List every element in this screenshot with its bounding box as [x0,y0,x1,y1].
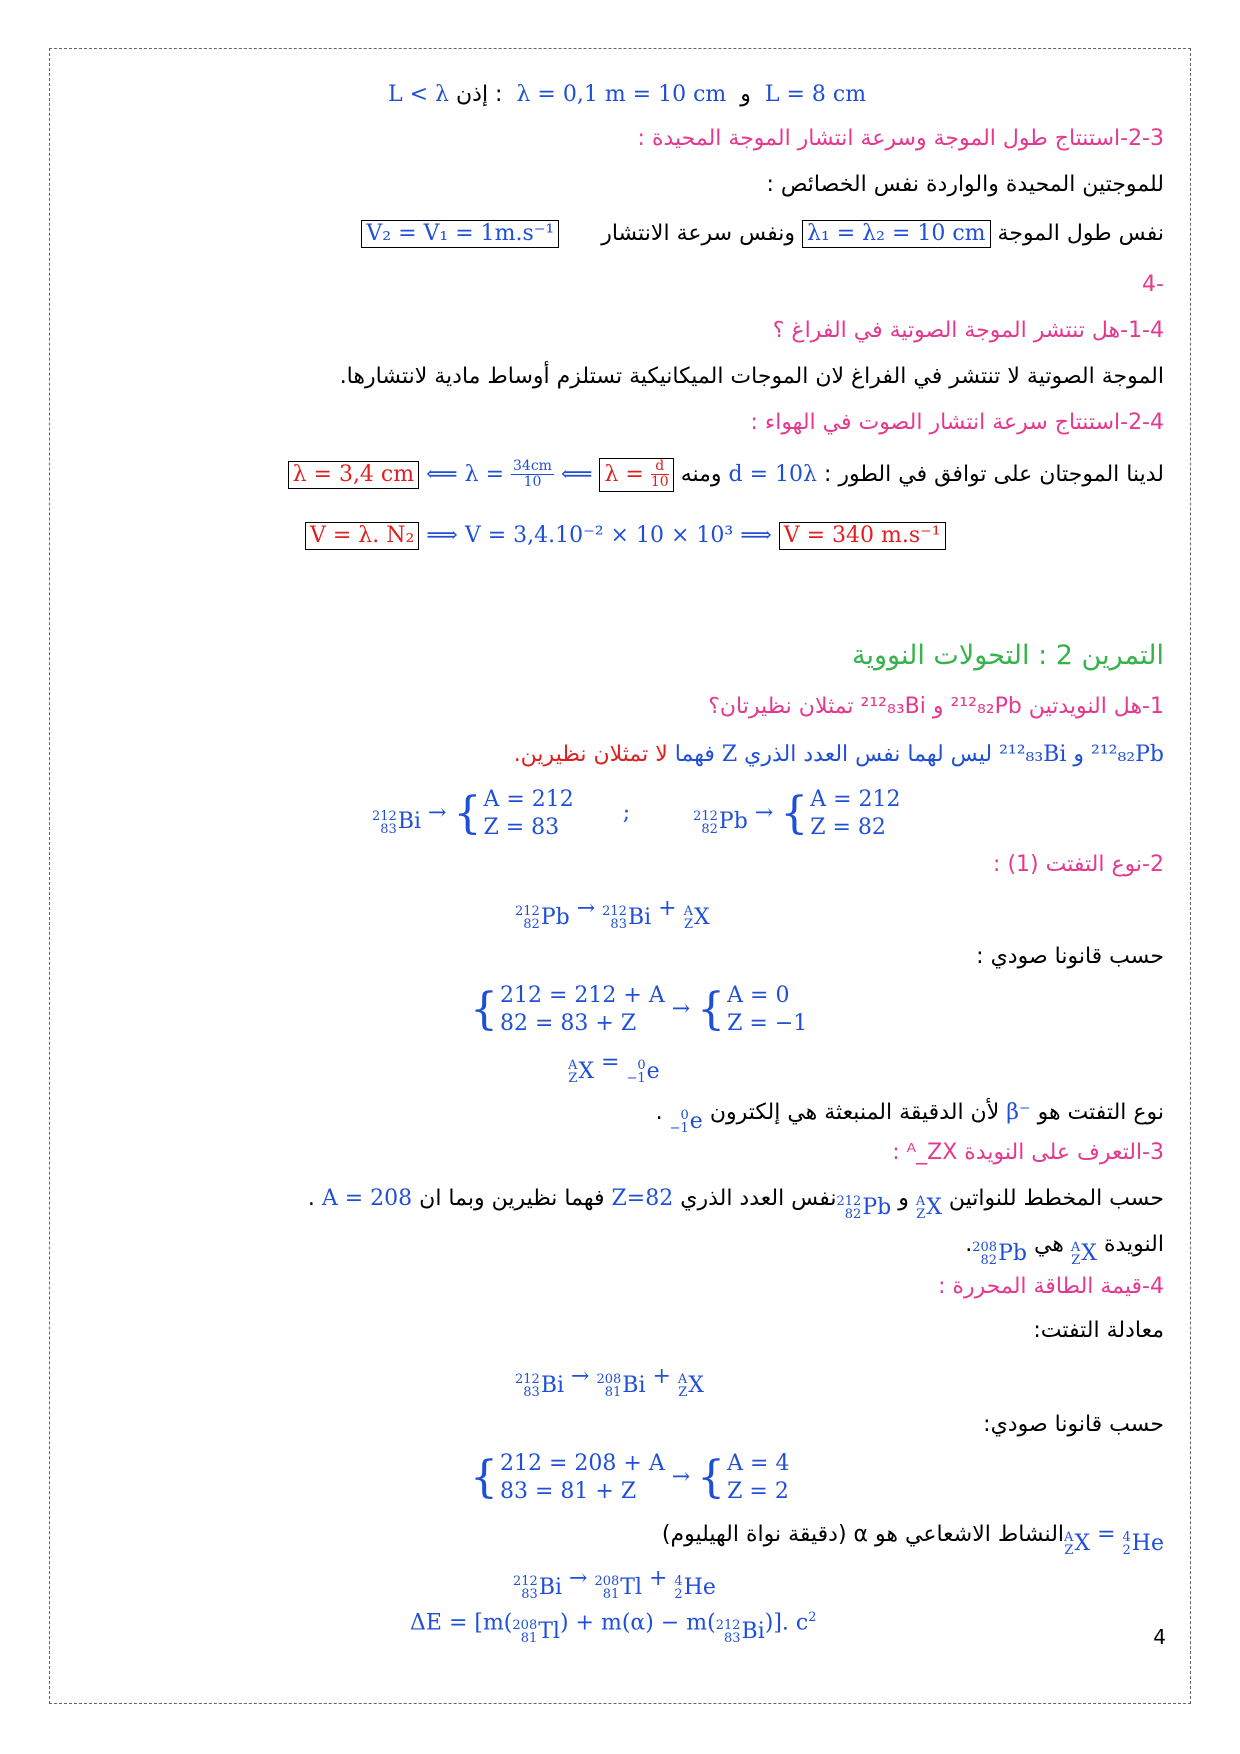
heading-4-2: 2-4-استنتاج سرعة انتشار الصوت في الهواء : [750,410,1164,435]
answer-3: حسب المخطط للنواتين A Z X و 212 82 Pbنفس العدد الذري Z=82 فهما نظيرين وبما ان A = 208 . [307,1186,1164,1222]
decay-equation-1: 212 82 Pb → 212 83 Bi + A Z X [515,896,710,932]
soddy-law-2: حسب قانونا صودي: [983,1412,1164,1437]
alpha-activity: A Z X = 4 2 Heالنشاط الاشعاعي هو α (دقيقة نواة الهيليوم) [661,1522,1164,1558]
exercise-2-title: التمرين 2 : التحولات النووية [852,640,1164,671]
question-3: 3-التعرف على النويدة ᴬ_ZX : [892,1140,1164,1165]
decay-equation-2: 212 83 Bi → 208 81 Bi + A Z X [515,1364,704,1400]
page-number: 4 [1153,1625,1166,1649]
system-2: { 212 = 212 + A 82 = 83 + Z → { A = 0 Z = −1 [470,983,808,1036]
text-same-properties: للموجتين المحيدة والواردة نفس الخصائص : [766,172,1164,197]
question-1: 1-هل النويدتين ²¹²₈₂Pb و ²¹²₈₃Bi تمثلان نظيرتان؟ [708,694,1164,719]
energy-equation: ΔE = [m( 208 81 Tl) + m(α) − m( 212 83 Bi)]. $c^2$ [410,1610,817,1647]
systems-Bi-Pb: 212 83 Bi → { A = 212 Z = 83 ; 212 82 Pb → { A = 212 Z = 82 [372,787,901,840]
equation-wavelength: لدينا الموجتان على توافق في الطور : d = 10λ ومنه λ = 3,4 cm ⟸ λ = $\frac{34cm}{10}$ ⟸ λ = $\frac{d}{10}$ [288,458,1164,492]
particle-x: A Z X = 0 −1 e [568,1050,660,1086]
answer-3-nuclide: النويدة A Z X هي 208 82 Pb. [965,1232,1164,1268]
question-4: 4-قيمة الطاقة المحررة : [938,1274,1164,1299]
decay-equation-label: معادلة التفتت: [1033,1318,1164,1343]
soddy-law-1: حسب قانونا صودي : [976,944,1164,969]
heading-4: -4 [1142,272,1164,297]
answer-4-1: الموجة الصوتية لا تنتشر في الفراغ لان الموجات الميكانيكية تستلزم أوساط مادية لانتشارها. [339,364,1164,389]
answer-1: ²¹²₈₂Pb و ²¹²₈₃Bi ليس لهما نفس العدد الذري Z فهما لا تمثلان نظيرين. [513,742,1164,767]
same-wavelength-speed: نفس طول الموجة λ₁ = λ₂ = 10 cm ونفس سرعة الانتشار V₂ = V₁ = 1m.s⁻¹ [361,220,1164,248]
line-L-lambda: L < λ إذن : λ = 0,1 m = 10 cm و L = 8 cm [388,82,867,107]
heading-4-1: 1-4-هل تنتشر الموجة الصوتية في الفراغ ؟ [772,318,1164,343]
alpha-decay-equation: 212 83 Bi → 208 81 Tl + 4 2 He [513,1566,716,1602]
equation-speed: V = λ. N₂ ⟹ V = 3,4.10⁻² × 10 × 10³ ⟹ V = 340 m.s⁻¹ [305,522,946,550]
heading-2-3: 2-3-استنتاج طول الموجة وسرعة انتشار الموجة المحيدة : [637,126,1164,151]
system-3: { 212 = 208 + A 83 = 81 + Z → { A = 4 Z = 2 [470,1451,790,1504]
question-2: 2-نوع التفتت (1) : [993,852,1164,877]
decay-type: نوع التفتت هو β⁻ لأن الدقيقة المنبعثة هي إلكترون 0 −1 e . [655,1100,1164,1136]
